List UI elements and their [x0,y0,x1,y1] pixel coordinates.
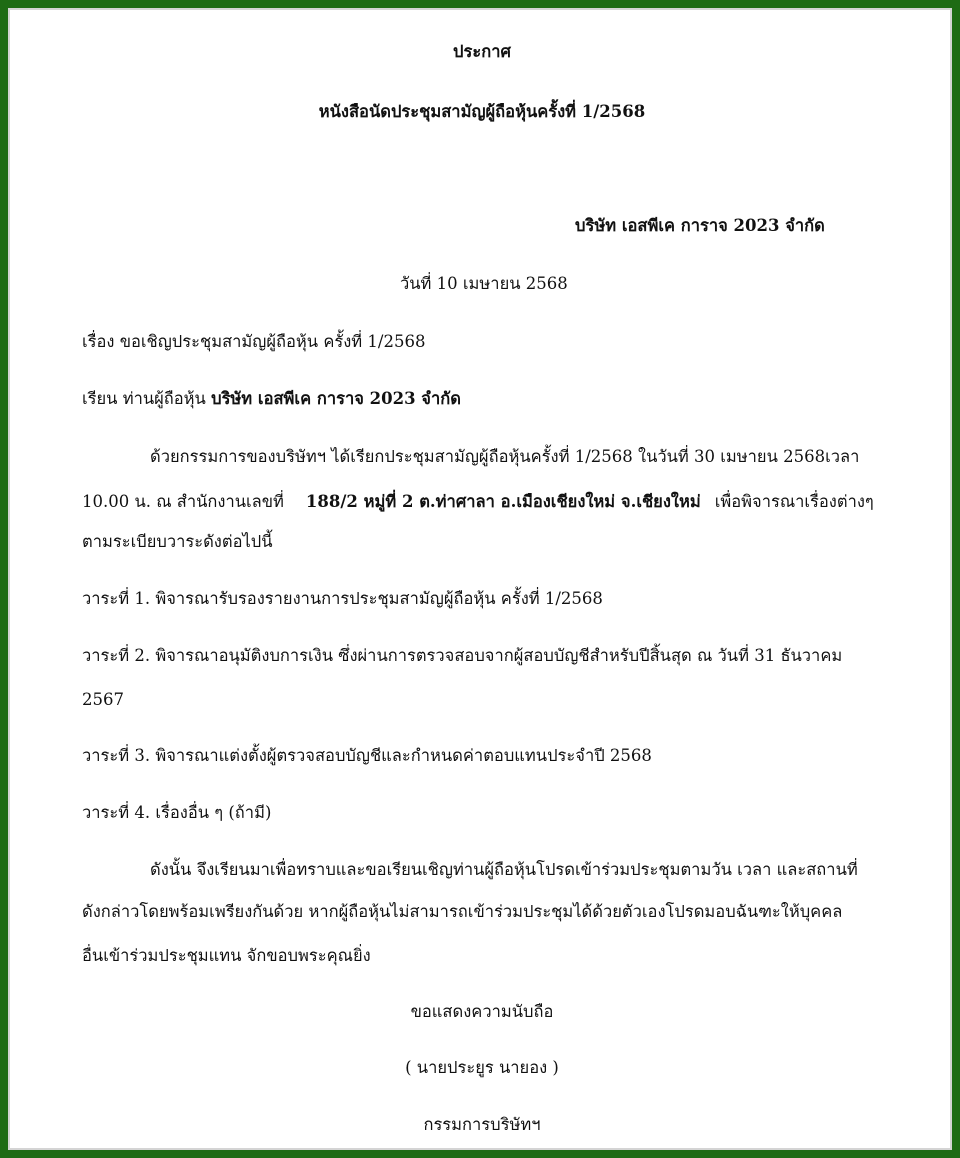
body-paragraph-line-2 [82,490,902,514]
body-paragraph-line-1: ด้วยกรรมการของบริษัทฯ ได้เรียกประชุมสามัญผู้ถือหุ้นครั้งที่ 1/2568 ในวันที่ 30 เมษายน 2568เวลา [150,447,860,466]
signature-position: กรรมการบริษัทฯ [423,1115,541,1134]
meeting-address: 188/2 หมู่ที่ 2 ต.ท่าศาลา อ.เมืองเชียงใหม่ จ.เชียงใหม่ [305,492,701,511]
agenda-item-2-continued: 2567 [82,690,124,709]
recipient-line [82,387,902,411]
closing-line-3: อื่นเข้าร่วมประชุมแทน จักขอบพระคุณยิ่ง [82,946,371,965]
agenda-item-4: วาระที่ 4. เรื่องอื่น ๆ (ถ้ามี) [82,803,272,822]
document-date: วันที่ 10 เมษายน 2568 [400,274,568,293]
signature-regards: ขอแสดงความนับถือ [410,1002,554,1021]
closing-line-1: ดังนั้น จึงเรียนมาเพื่อทราบและขอเรียนเชิญท่านผู้ถือหุ้นโปรดเข้าร่วมประชุมตามวัน เวลา และสถานที่ [150,860,858,879]
body-purpose: เพื่อพิจารณาเรื่องต่างๆ [714,492,874,511]
agenda-item-1: วาระที่ 1. พิจารณารับรองรายงานการประชุมสามัญผู้ถือหุ้น ครั้งที่ 1/2568 [82,589,603,608]
recipient-prefix: เรียน ท่านผู้ถือหุ้น [82,389,212,408]
signature-name: ( นายประยูร นายอง ) [405,1058,559,1077]
company-name: บริษัท เอสพีเค การาจ 2023 จำกัด [575,216,825,235]
closing-line-2: ดังกล่าวโดยพร้อมเพรียงกันด้วย หากผู้ถือหุ้นไม่สามารถเข้าร่วมประชุมได้ด้วยตัวเองโปรดมอบฉันฑะให้บุคคล [82,902,843,921]
announcement-heading: ประกาศ [453,42,511,61]
subject-line: เรื่อง ขอเชิญประชุมสามัญผู้ถือหุ้น ครั้งที่ 1/2568 [82,332,426,351]
body-time-location: 10.00 น. ณ สำนักงานเลขที่ [82,492,284,511]
body-paragraph-line-3: ตามระเบียบวาระดังต่อไปนี้ [82,532,273,551]
agenda-item-3: วาระที่ 3. พิจารณาแต่งตั้งผู้ตรวจสอบบัญชีและกำหนดค่าตอบแทนประจำปี 2568 [82,746,652,765]
agenda-item-2: วาระที่ 2. พิจารณาอนุมัติงบการเงิน ซึ่งผ่านการตรวจสอบจากผู้สอบบัญชีสำหรับปีสิ้นสุด ณ วันที่ 31 ธันวาคม [82,646,843,665]
document-title: หนังสือนัดประชุมสามัญผู้ถือหุ้นครั้งที่ 1/2568 [318,102,646,121]
document-page [8,8,952,1150]
recipient-company: บริษัท เอสพีเค การาจ 2023 จำกัด [211,389,461,408]
